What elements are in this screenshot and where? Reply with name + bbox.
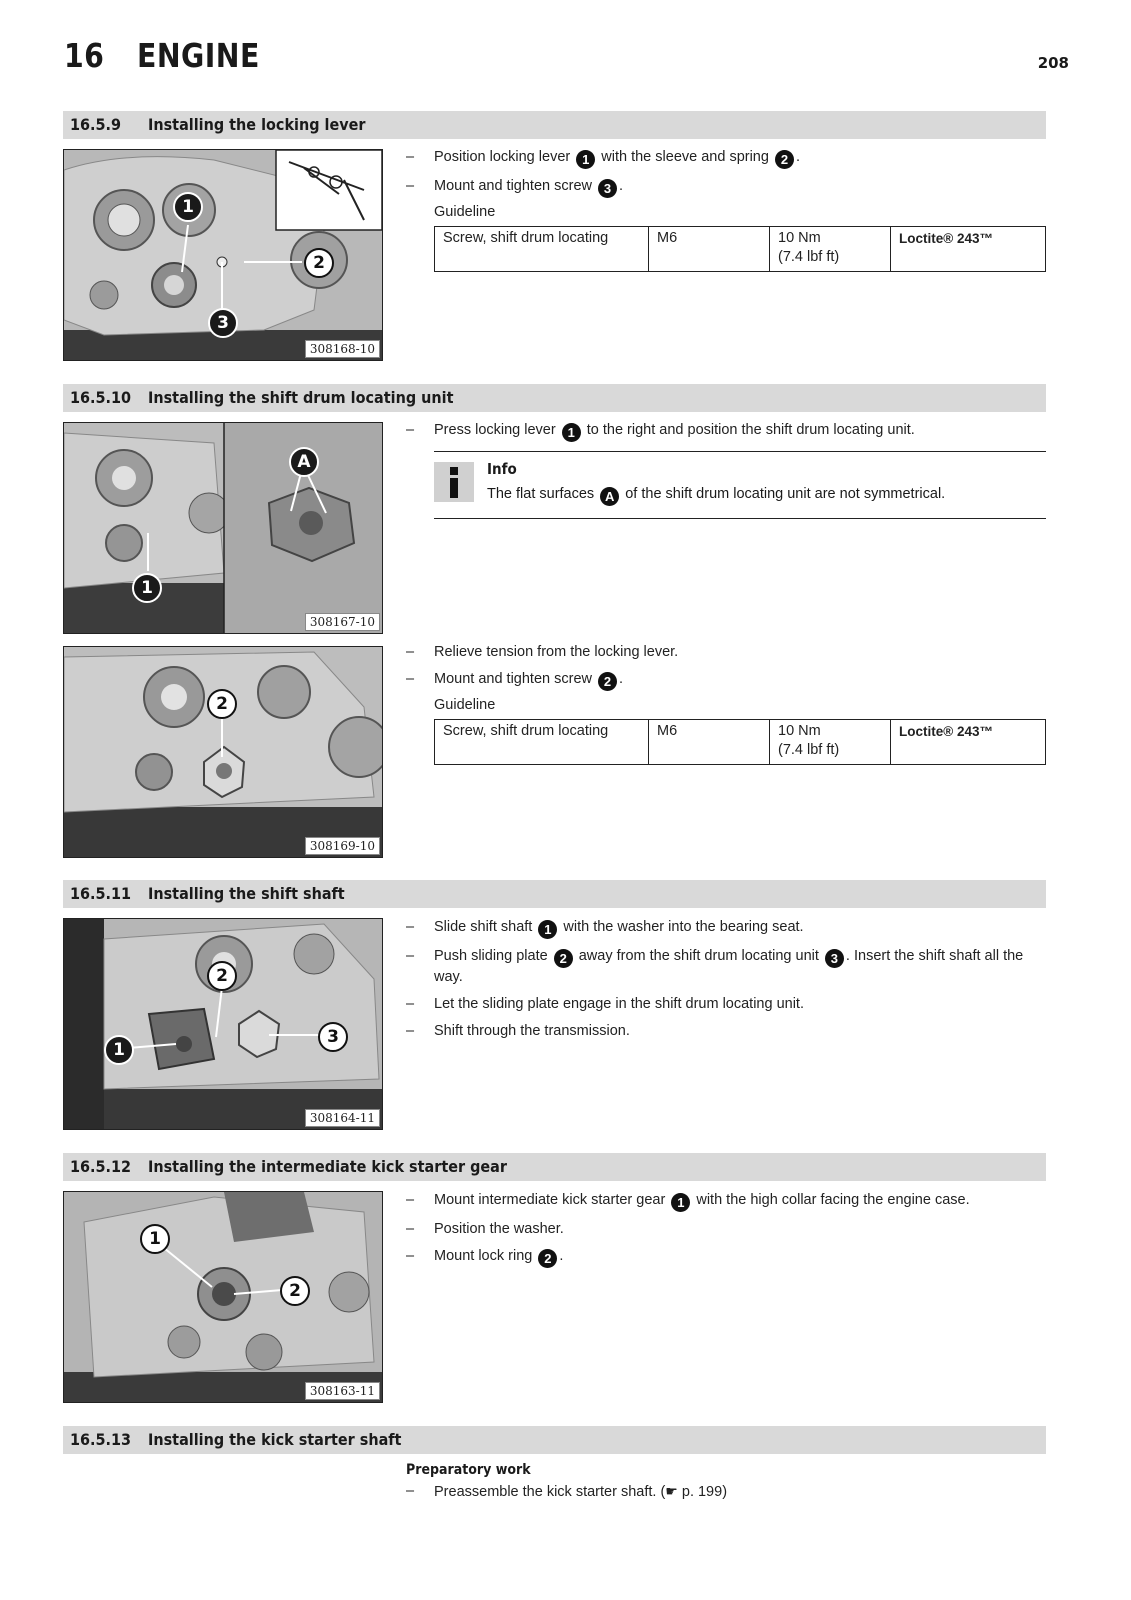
section-number: 16.5.11 — [70, 884, 132, 903]
steps-16-5-13 — [406, 1482, 1046, 1510]
step: – Let the sliding plate engage in the shift drum locating unit. — [406, 996, 804, 1012]
pointing-hand-icon: ☛ — [665, 1483, 678, 1499]
figure-screw-shift-drum — [63, 646, 383, 858]
callout-2: 2 — [538, 1249, 557, 1268]
callout-3: 3 — [318, 1022, 348, 1052]
section-title: Installing the shift shaft — [148, 884, 345, 903]
callout-a: A — [600, 487, 619, 506]
step: – Push sliding plate 2 away from the shift drum locating unit 3 . Insert the shift shaft all the way. — [406, 948, 1024, 985]
section-number: 16.5.13 — [70, 1430, 132, 1449]
step: – Relieve tension from the locking lever. — [406, 644, 679, 660]
page-number: 208 — [1037, 54, 1069, 72]
callout-1: 1 — [104, 1035, 134, 1065]
spec-size: M6 — [649, 227, 770, 272]
callout-2: 2 — [207, 961, 237, 991]
info-title: Info — [487, 460, 517, 478]
step: – Mount and tighten screw 3 . — [406, 178, 624, 196]
callout-3: 3 — [598, 179, 617, 198]
info-text: The flat surfaces A of the shift drum locating unit are not symmetrical. — [487, 486, 946, 504]
callout-2: 2 — [304, 248, 334, 278]
figure-intermediate-kick-starter-gear — [63, 1191, 383, 1403]
section-number: 16.5.9 — [70, 115, 122, 134]
callout-1: 1 — [140, 1224, 170, 1254]
section-number: 16.5.12 — [70, 1157, 132, 1176]
section-heading-16-5-9 — [63, 111, 1046, 139]
callout-1: 1 — [538, 920, 557, 939]
callout-1: 1 — [173, 192, 203, 222]
spec-size: M6 — [649, 720, 770, 765]
table-row — [435, 227, 1046, 272]
section-title: Installing the shift drum locating unit — [148, 388, 454, 407]
step: – Slide shift shaft 1 with the washer into the bearing seat. — [406, 919, 804, 937]
spec-table — [434, 226, 1046, 272]
engine-case-illustration — [64, 1192, 383, 1403]
steps-16-5-10-b — [406, 643, 1046, 765]
callout-2: 2 — [598, 672, 617, 691]
info-box — [434, 451, 1046, 519]
steps-16-5-10-a — [406, 421, 1046, 450]
info-icon — [434, 462, 474, 502]
figure-shift-shaft — [63, 918, 383, 1130]
step: – Press locking lever 1 to the right and position the shift drum locating unit. — [406, 422, 915, 440]
steps-16-5-12 — [406, 1191, 1046, 1276]
guideline-label: Guideline — [434, 204, 496, 220]
callout-1: 1 — [576, 150, 595, 169]
section-heading-16-5-12 — [63, 1153, 1046, 1181]
step: – Position locking lever 1 with the sleeve and spring 2 . — [406, 149, 800, 167]
step: – Mount intermediate kick starter gear 1 with the high collar facing the engine case. — [406, 1192, 970, 1210]
figure-locking-lever — [63, 149, 383, 361]
figure-id: 308164-11 — [305, 1109, 380, 1127]
callout-2: 2 — [775, 150, 794, 169]
section-title: Installing the intermediate kick starter gear — [148, 1157, 507, 1176]
callout-2: 2 — [554, 949, 573, 968]
callout-1: 1 — [562, 423, 581, 442]
section-title: Installing the locking lever — [148, 115, 366, 134]
section-number: 16.5.10 — [70, 388, 132, 407]
figure-id: 308168-10 — [305, 340, 380, 358]
callout-3: 3 — [825, 949, 844, 968]
figure-id: 308167-10 — [305, 613, 380, 631]
callout-1: 1 — [671, 1193, 690, 1212]
callout-1: 1 — [132, 573, 162, 603]
callout-2: 2 — [207, 689, 237, 719]
figure-id: 308163-11 — [305, 1382, 380, 1400]
spec-table — [434, 719, 1046, 765]
chapter-heading — [64, 36, 260, 75]
step: – Position the washer. — [406, 1221, 564, 1237]
section-heading-16-5-13 — [63, 1426, 1046, 1454]
step: – Mount lock ring 2 . — [406, 1248, 564, 1266]
engine-case-illustration — [64, 647, 383, 858]
preparatory-work-heading: Preparatory work — [406, 1462, 531, 1478]
guideline-label: Guideline — [434, 697, 496, 713]
figure-id: 308169-10 — [305, 837, 380, 855]
spec-compound: Loctite® 243™ — [891, 720, 1046, 765]
steps-16-5-9 — [406, 148, 1046, 272]
chapter-title: ENGINE — [137, 36, 260, 75]
section-heading-16-5-11 — [63, 880, 1046, 908]
figure-shift-drum-locating-unit — [63, 422, 383, 634]
step: – Preassemble the kick starter shaft. (☛ p. 199) — [406, 1483, 728, 1500]
spec-torque: 10 Nm (7.4 lbf ft) — [770, 227, 891, 272]
callout-2: 2 — [280, 1276, 310, 1306]
table-row — [435, 720, 1046, 765]
steps-16-5-11 — [406, 918, 1046, 1049]
spec-name: Screw, shift drum locating — [435, 227, 649, 272]
spec-torque: 10 Nm (7.4 lbf ft) — [770, 720, 891, 765]
engine-case-and-part-illustration — [64, 423, 383, 634]
spec-compound: Loctite® 243™ — [891, 227, 1046, 272]
chapter-number: 16 — [64, 36, 105, 75]
section-title: Installing the kick starter shaft — [148, 1430, 402, 1449]
callout-a: A — [289, 447, 319, 477]
page-reference-link[interactable]: p. 199) — [681, 1484, 728, 1500]
callout-3: 3 — [208, 308, 238, 338]
step: – Mount and tighten screw 2 . — [406, 671, 624, 689]
step: – Shift through the transmission. — [406, 1023, 630, 1039]
section-heading-16-5-10 — [63, 384, 1046, 412]
spec-name: Screw, shift drum locating — [435, 720, 649, 765]
